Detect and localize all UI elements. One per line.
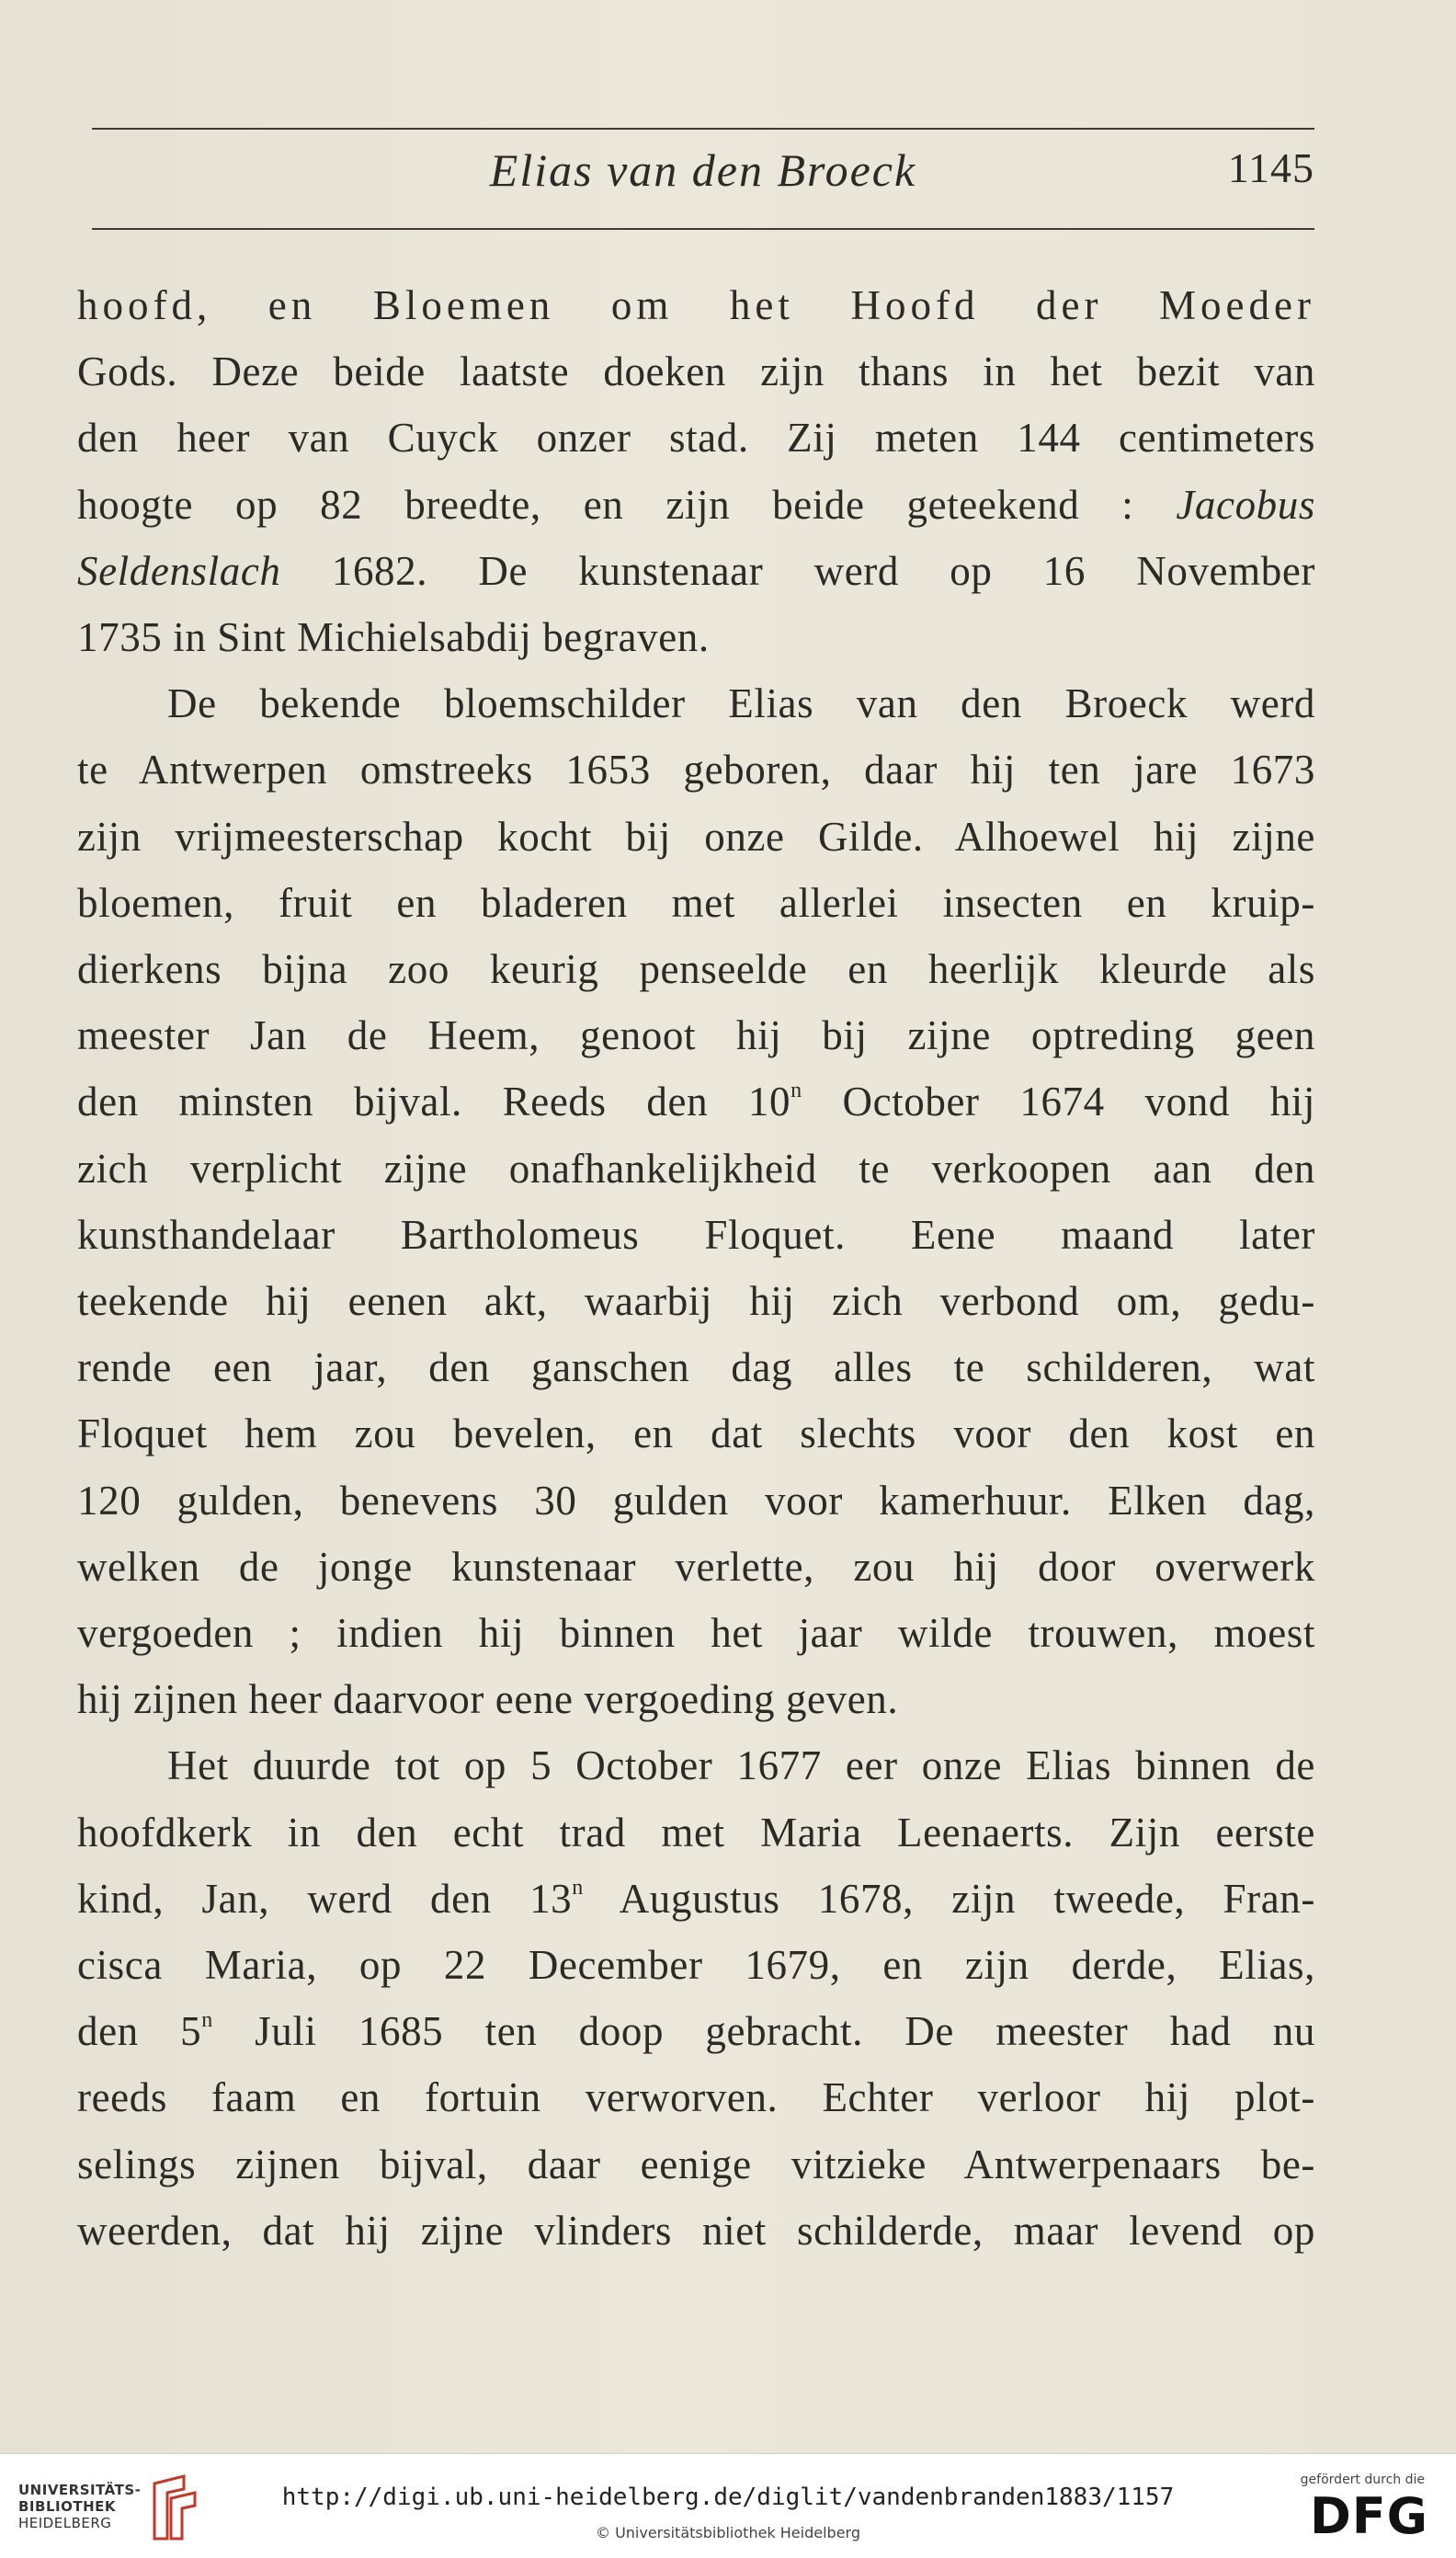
text-line: Floquet hem zou bevelen, en dat slechts voor den kost en bbox=[77, 1410, 1315, 1457]
text-line: dierkens bijna zoo keurig penseelde en heerlijk kleurde als bbox=[77, 946, 1315, 993]
text-run: den minsten bijval. Reeds den 10 bbox=[77, 1079, 791, 1125]
text-run: kind, Jan, werd den 13 bbox=[77, 1875, 573, 1922]
permalink-url[interactable]: http://digi.ub.uni-heidelberg.de/diglit/vandenbranden1883/1157 bbox=[281, 2484, 1175, 2511]
digitization-footer bbox=[0, 2453, 1456, 2558]
library-name-line: HEIDELBERG bbox=[18, 2515, 112, 2531]
text-line: zijn vrijmeesterschap kocht bij onze Gilde. Alhoewel hij zijne bbox=[77, 813, 1315, 860]
library-name-line: UNIVERSITÄTS- bbox=[18, 2482, 142, 2498]
text-line: meester Jan de Heem, genoot hij bij zijne optreding geen bbox=[77, 1012, 1315, 1059]
text-line: 1735 in Sint Michielsabdij begraven. bbox=[77, 614, 710, 661]
text-line bbox=[77, 472, 1315, 538]
text-line: teekende hij eenen akt, waarbij hij zich verbond om, gedu- bbox=[77, 1278, 1315, 1325]
text-line: hij zijnen heer daarvoor eene vergoeding geven. bbox=[77, 1676, 899, 1723]
text-line: hoofdkerk in den echt trad met Maria Leenaerts. Zijn eerste bbox=[77, 1809, 1315, 1856]
text-line: hoofd, en Bloemen om het Hoofd der Moeder bbox=[77, 282, 1315, 328]
text-line: weerden, dat hij zijne vlinders niet schilderde, maar levend op bbox=[77, 2207, 1315, 2254]
text-line bbox=[77, 1866, 1315, 1932]
text-line: welken de jonge kunstenaar verlette, zou hij door overwerk bbox=[77, 1543, 1315, 1590]
text-run: den 5 bbox=[77, 2008, 202, 2055]
funder-note: gefördert durch die bbox=[1300, 2472, 1425, 2487]
italic-name: Jacobus bbox=[1176, 481, 1315, 528]
text-line bbox=[77, 1998, 1315, 2064]
header-rule-top bbox=[92, 128, 1314, 130]
running-title: Elias van den Broeck bbox=[489, 144, 917, 196]
text-run: 1682. De kunstenaar werd op 16 November bbox=[280, 547, 1315, 594]
superscript: n bbox=[572, 1875, 584, 1900]
text-run: October 1674 vond hij bbox=[802, 1079, 1315, 1125]
dfg-logo: DFG bbox=[1309, 2487, 1428, 2545]
text-line: bloemen, fruit en bladeren met allerlei insecten en kruip- bbox=[77, 879, 1315, 926]
running-head bbox=[92, 143, 1314, 208]
superscript: n bbox=[791, 1079, 802, 1103]
text-line: rende een jaar, den ganschen dag alles te schilderen, wat bbox=[77, 1344, 1315, 1391]
header-rule-bottom bbox=[92, 228, 1314, 230]
text-line: reeds faam en fortuin verworven. Echter verloor hij plot- bbox=[77, 2074, 1315, 2121]
text-line: cisca Maria, op 22 December 1679, en zijn derde, Elias, bbox=[77, 1942, 1315, 1989]
text-line: 120 gulden, benevens 30 gulden voor kamerhuur. Elken dag, bbox=[77, 1477, 1315, 1524]
text-run: Juli 1685 ten doop gebracht. De meester had nu bbox=[212, 2008, 1315, 2055]
text-line: kunsthandelaar Bartholomeus Floquet. Eene maand later bbox=[77, 1211, 1315, 1258]
text-line: Gods. Deze beide laatste doeken zijn thans in het bezit van bbox=[77, 348, 1315, 395]
paragraph-start: Het duurde tot op 5 October 1677 eer onze Elias binnen de bbox=[167, 1742, 1315, 1789]
body-text bbox=[77, 272, 1315, 2264]
italic-name: Seldenslach bbox=[77, 547, 281, 594]
text-line: zich verplicht zijne onafhankelijkheid te verkoopen aan den bbox=[77, 1145, 1315, 1192]
text-line: selings zijnen bijval, daar eenige vitzieke Antwerpenaars be- bbox=[77, 2141, 1315, 2187]
text-line: te Antwerpen omstreeks 1653 geboren, daar hij ten jare 1673 bbox=[77, 747, 1315, 794]
text-line bbox=[77, 1068, 1315, 1135]
text-line bbox=[77, 538, 1315, 604]
text-run: Augustus 1678, zijn tweede, Fran- bbox=[583, 1875, 1315, 1922]
paragraph-start: De bekende bloemschilder Elias van den Broeck werd bbox=[167, 680, 1315, 727]
library-name-line: BIBLIOTHEK bbox=[18, 2498, 116, 2515]
copyright-notice: © Universitätsbibliothek Heidelberg bbox=[595, 2524, 860, 2541]
text-line: den heer van Cuyck onzer stad. Zij meten 144 centimeters bbox=[77, 415, 1315, 462]
text-line: vergoeden ; indien hij binnen het jaar wilde trouwen, moest bbox=[77, 1610, 1315, 1657]
superscript: n bbox=[201, 2008, 213, 2033]
page-number: 1145 bbox=[1227, 144, 1314, 191]
text-run: hoogte op 82 breedte, en zijn beide geteekend : bbox=[77, 481, 1134, 528]
